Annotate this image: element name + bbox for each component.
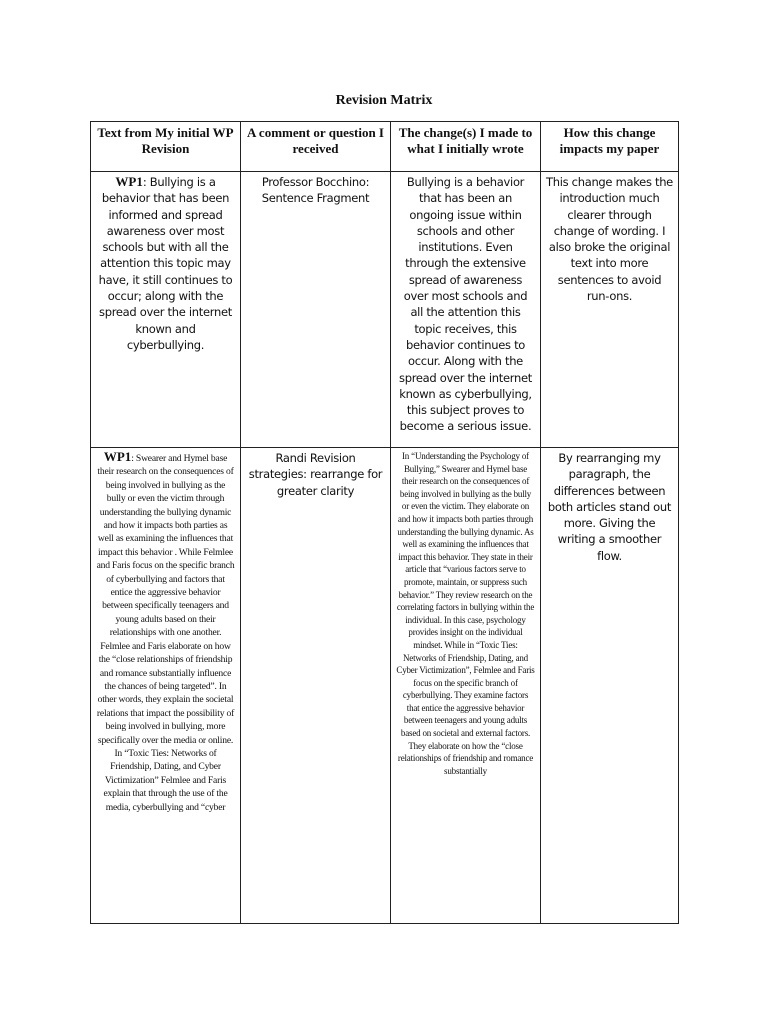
cell-original-text [91, 448, 241, 924]
header-comment: A comment or question I received [241, 122, 391, 172]
header-impact: How this change impacts my paper [541, 122, 679, 172]
wp-label: WP1 [103, 450, 132, 464]
wp-label: WP1 [115, 174, 143, 189]
cell-change: Bullying is a behavior that has been an ongoing issue within schools and other institutions. Even through the extensive spread of awareness over most schools and all the attention this topic receives, this behavior continues to occur. Along with the spread over the internet known as cyberbullying, this subject proves to become a serious issue. [391, 172, 541, 448]
cell-impact: By rearranging my paragraph, the differences between both articles stand out more. Giving the writing a smoother flow. [541, 448, 679, 924]
cell-comment: Professor Bocchino: Sentence Fragment [241, 172, 391, 448]
change-text: In “Understanding the Psychology of Bullying,” Swearer and Hymel base their research on the consequences of being involved in bullying as the bully or even the victim. They elaborate on and how it impacts both parties through understanding the bullying dynamic. As well as examining the influences that impact this behavior. They state in their article that “various factors serve to promote, maintain, or suppress such behavior.” They review research on the correlating factors in bullying within the individual. In this case, psychology provides insight on the individual mindset. While in “Toxic Ties: Networks of Friendship, Dating, and Cyber Victimization”, Felmlee and Faris focus on the specific branch of cyberbullying. They examine factors that entice the aggressive behavior between teenagers and young adults based on societal and external factors. They elaborate on how the “close relationships of friendship and romance substantially [396, 451, 535, 776]
cell-change [391, 448, 541, 924]
header-original-text: Text from My initial WP Revision [91, 122, 241, 172]
table-row [91, 172, 679, 448]
revision-matrix-table [90, 121, 679, 924]
table-header-row [91, 122, 679, 172]
document-title: Revision Matrix [335, 93, 433, 108]
header-change: The change(s) I made to what I initially wrote [391, 122, 541, 172]
cell-comment: Randi Revision strategies: rearrange for greater clarity [241, 448, 391, 924]
table-row [91, 448, 679, 924]
original-text: : Bullying is a behavior that has been informed and spread awareness over most schools but with all the attention this topic may have, it still continues to occur; along with the spread over the internet known and cyberbullying. [98, 175, 233, 352]
cell-original-text [91, 172, 241, 448]
cell-impact: This change makes the introduction much clearer through change of wording. I also broke the original text into more sentences to avoid run-ons. [541, 172, 679, 448]
original-text: : Swearer and Hymel base their research on the consequences of being involved in bullying as the bully or even the victim through understanding the bullying dynamic and how it impacts both parties as well as examining the influences that impact this behavior . While Felmlee and Faris focus on the specific branch of cyberbullying and factors that entice the aggressive behavior between specifically teenagers and young adults based on their relationships with one another. Felmlee and Faris elaborate on how the “close relationships of friendship and romance substantially influence the chances of being targeted”. In other words, they explain the societal relations that impact the possibility of being involved in bullying, more specifically over the media or online. In “Toxic Ties: Networks of Friendship, Dating, and Cyber Victimization” Felmlee and Faris explain that through the use of the media, cyberbullying and “cyber [96, 453, 235, 813]
